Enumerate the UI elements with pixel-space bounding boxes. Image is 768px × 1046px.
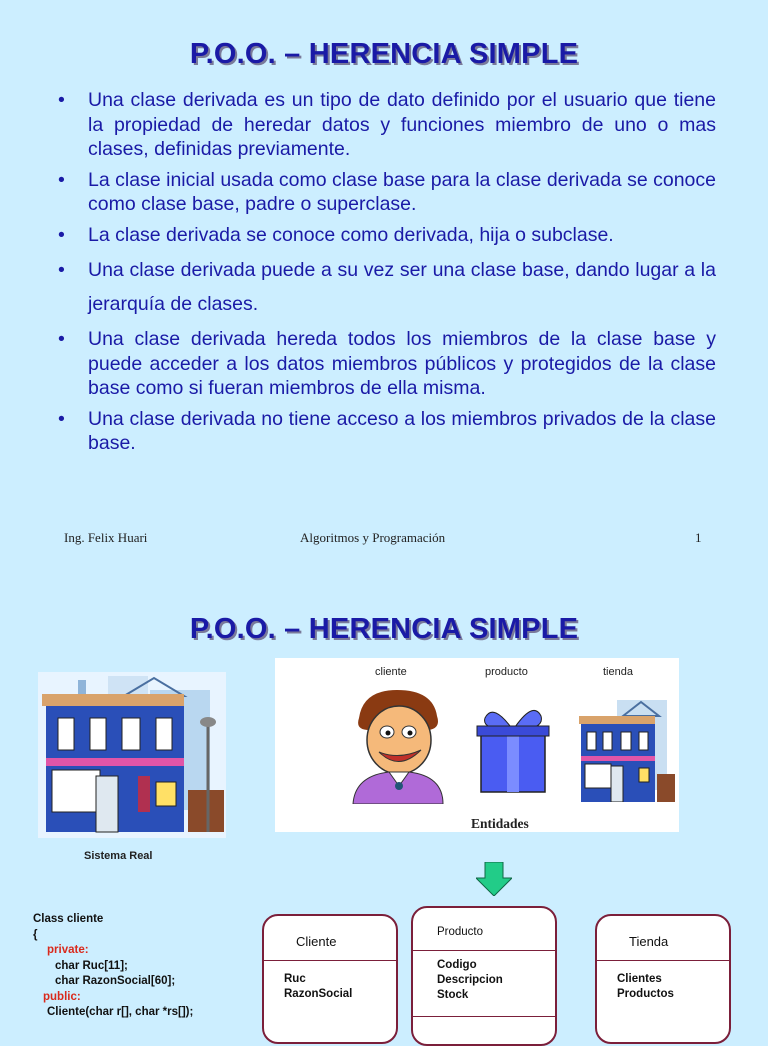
- code-line-keyword: private:: [47, 944, 89, 956]
- code-line-keyword: public:: [43, 990, 81, 1003]
- real-system-caption: Sistema Real: [84, 850, 153, 862]
- client-person-icon: [349, 686, 445, 804]
- slide1-title: P.O.O. – HERENCIA SIMPLE: [189, 38, 579, 70]
- entity-label-cliente: cliente: [375, 666, 407, 678]
- building-icon: [38, 672, 226, 838]
- class-name: Tienda: [629, 934, 669, 949]
- class-name: Cliente: [296, 934, 337, 949]
- real-system-image: [38, 672, 226, 838]
- class-attribute: Stock: [437, 989, 469, 1001]
- store-building-icon: [577, 698, 675, 802]
- entity-label-producto: producto: [485, 666, 528, 678]
- bullet-item: • La clase inicial usada como clase base para la clase derivada se conoce como clase base, padre o superclase.: [56, 168, 716, 217]
- code-line: char Ruc[11];: [55, 959, 128, 972]
- class-attribute: Codigo: [437, 959, 477, 971]
- slide2-title: P.O.O. – HERENCIA SIMPLE: [189, 613, 579, 645]
- class-divider: [413, 1016, 555, 1017]
- entities-caption: Entidades: [471, 816, 529, 831]
- code-line: char RazonSocial[60];: [55, 975, 176, 987]
- class-name: Producto: [437, 926, 484, 938]
- class-attributes: [437, 958, 503, 1003]
- bullet-list: [56, 88, 716, 462]
- class-attribute: Ruc: [284, 973, 306, 985]
- entity-label-tienda: tienda: [603, 666, 633, 678]
- class-attribute: RazonSocial: [284, 988, 353, 1000]
- code-line: Cliente(char r[], char *rs[]);: [47, 1006, 194, 1018]
- class-attribute: Descripcion: [437, 974, 503, 986]
- product-gift-icon: [475, 698, 551, 794]
- code-line: {: [33, 928, 38, 941]
- footer-author: Ing. Felix Huari: [64, 530, 148, 545]
- entities-panel: [275, 658, 679, 832]
- code-snippet: [33, 912, 193, 1021]
- class-attribute: Clientes: [617, 973, 662, 985]
- class-box-tienda: [595, 914, 731, 1044]
- bullet-item: • Una clase derivada no tiene acceso a los miembros privados de la clase base.: [56, 407, 716, 456]
- bullet-item: • Una clase derivada es un tipo de dato definido por el usuario que tiene la propiedad de heredar datos y funciones miembro de uno o mas clases, definidas previamente.: [56, 88, 716, 162]
- bullet-item: • La clase derivada se conoce como derivada, hija o subclase.: [56, 223, 716, 248]
- class-divider: [597, 960, 729, 961]
- class-box-cliente: [262, 914, 398, 1044]
- class-attribute: Productos: [617, 988, 674, 1000]
- class-divider: [264, 960, 396, 961]
- code-line: Class cliente: [33, 913, 104, 925]
- class-divider: [413, 950, 555, 951]
- arrow-down-icon: [476, 862, 512, 896]
- bullet-item: • Una clase derivada puede a su vez ser una clase base, dando lugar a la jerarquía de clases.: [56, 253, 716, 321]
- class-attributes: [284, 972, 352, 1002]
- class-box-producto: [411, 906, 557, 1046]
- footer-course: Algoritmos y Programación: [300, 530, 446, 545]
- footer-page-number: 1: [695, 530, 702, 545]
- class-attributes: [617, 972, 674, 1002]
- bullet-item: • Una clase derivada hereda todos los miembros de la clase base y puede acceder a los datos miembros públicos y protegidos de la clase base como si fueran miembros de ella misma.: [56, 327, 716, 401]
